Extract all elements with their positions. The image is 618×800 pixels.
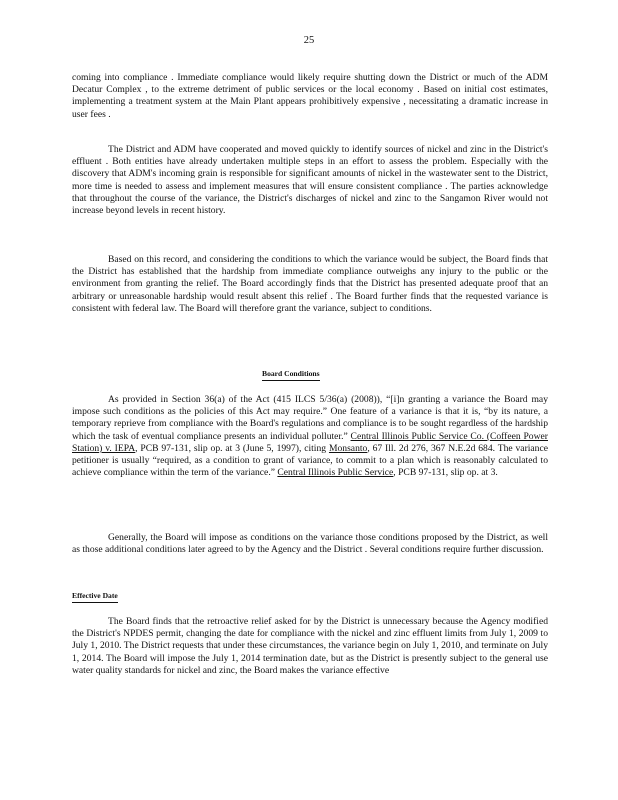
paragraph-text: As provided in Section 36(a) of the Act (415 ILCS 5/36(a) (2008)), “[i]n granting a variance the Board may impose such conditions as the policies of this Act may require.” One feature of a variance is that it is, “by its nature, a temporary reprieve from compliance with the Board's regulations and compliance is to be sought regardless of the hardship which the task of eventual compliance presents an individual polluter.” xyxy=(72,394,548,442)
case-citation: Central Illinois Public Service Co. (Coffeen Power Station) v. IEPA xyxy=(72,430,548,454)
paragraph-text: , PCB 97-131, slip op. at 3. xyxy=(393,467,498,479)
paragraph-compliance-hardship: coming into compliance . Immediate compliance would likely require shutting down the District or much of the ADM Decatur Complex , to the extreme detriment of public services or the local economy . Based on initial cost estimates, implementing a treatment system at the Main Plant appears prohibitively expensive , necessitating a dramatic increase in user fees . xyxy=(72,72,548,120)
case-citation: Central Illinois Public Service xyxy=(277,467,394,479)
page-number: 25 xyxy=(303,35,315,46)
paragraph-text: , 67 Ill. 2d 276, 367 N.E.2d 684. The variance petitioner is usually “required, as a condition to grant of variance, to commit to a plan which is reasonably calculated to achieve compliance within the term of the variance.” xyxy=(72,442,549,479)
paragraph-section-36a-conditions xyxy=(72,394,548,479)
paragraph-effective-date: The Board finds that the retroactive relief asked for by the District is unnecessary because the Agency modified the District's NPDES permit, changing the date for compliance with the nickel and zinc effluent limits from July 1, 2009 to July 1, 2010. The District requests that under these circumstances, the variance begin on July 1, 2010, and terminate on July 1, 2014. The Board will impose the July 1, 2014 termination date, but as the District is presently subject to the general use water quality standards for nickel and zinc, the Board makes the variance effective xyxy=(72,616,548,676)
paragraph-board-findings: Based on this record, and considering the conditions to which the variance would be subject, the Board finds that the District has established that the hardship from immediate compliance outweighs any injury to the public or the environment from granting the relief. The Board accordingly finds that the District has presented adequate proof that an arbitrary or unreasonable hardship would result absent this relief . The Board further finds that the requested variance is consistent with federal law. The Board will therefore grant the variance, subject to conditions. xyxy=(72,254,548,314)
heading-effective-date: Effective Date xyxy=(72,590,118,603)
paragraph-imposed-conditions: Generally, the Board will impose as conditions on the variance those conditions proposed by the District, as well as those additional conditions later agreed to by the Agency and the District . Several conditions require further discussion. xyxy=(72,532,548,556)
paragraph-text: , PCB 97-131, slip op. at 3 (June 5, 1997), citing xyxy=(135,442,327,454)
paragraph-district-adm-cooperation: The District and ADM have cooperated and moved quickly to identify sources of nickel and zinc in the District's effluent . Both entities have already undertaken multiple steps in an effort to assess the problem. Especially with the discovery that ADM's incoming grain is responsible for significant amounts of nickel in the wastewater sent to the District, more time is needed to assess and implement measures that will ensure consistent compliance . The parties acknowledge that throughout the course of the variance, the District's discharges of nickel and zinc to the Sangamon River would not increase beyond levels in recent history. xyxy=(72,144,548,217)
case-citation: Monsanto xyxy=(328,442,368,454)
heading-board-conditions: Board Conditions xyxy=(262,368,320,381)
